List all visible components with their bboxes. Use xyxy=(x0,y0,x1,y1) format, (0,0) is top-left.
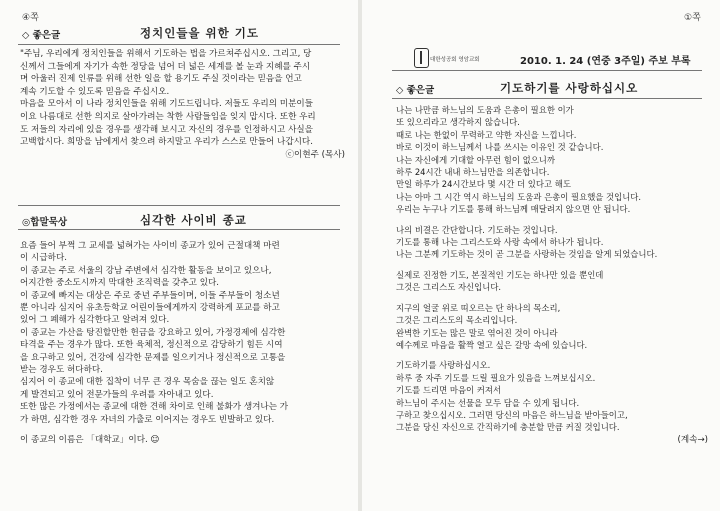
section-title: 심각한 사이비 종교 xyxy=(140,213,247,227)
text-line: 하느님이 주시는 선물을 모두 담을 수 있게 됩니다. xyxy=(396,397,580,408)
page-number: ①쪽 xyxy=(684,13,701,23)
text-line: 기도를 통해 나는 그리스도와 사랑 속에서 하나가 됩니다. xyxy=(396,237,604,248)
section-tag: ◇ 좋은글 xyxy=(396,85,435,96)
section-tag: ◇ 좋은글 xyxy=(22,30,61,41)
text-line: 하루 24시간 내내 하느님만을 의존합니다. xyxy=(396,167,550,178)
left-page xyxy=(0,0,359,511)
text-line: 도 저들의 자리에 있을 경우를 생각해 보시고 자신의 경우를 인정하시고 사실을 xyxy=(20,124,313,135)
text-line: 기도하기를 사랑하십시오. xyxy=(396,360,491,371)
text-line: 기도를 드리면 마음이 커져서 xyxy=(396,385,502,396)
text-line: 이 종교는 주로 서울의 강남 주변에서 심각한 활동을 보이고 있으나, xyxy=(20,265,272,276)
text-line: 나는 그분께 기도하는 것이 곧 그분을 사랑하는 것임을 알게 되었습니다. xyxy=(396,249,658,260)
paragraph-gap xyxy=(20,426,345,434)
divider xyxy=(18,44,340,45)
text-line: 예수께로 마음을 활짝 열고 싶은 갈망 속에 있습니다. xyxy=(396,339,588,350)
paragraph-gap xyxy=(396,216,708,224)
text-line: 계속 기도할 수 있도록 믿음을 주십시오. xyxy=(20,86,170,97)
text-line: "주님, 우리에게 정치인들을 위해서 기도하는 법을 가르쳐주십시오. 그리고, 당 xyxy=(20,49,312,59)
section-tag: ◎합말묵상 xyxy=(22,217,67,228)
text-line: 뿐 아니라 심지어 유초등학교 어린이들에게까지 강력하게 포교를 하고 xyxy=(20,303,280,314)
author-signature: (계속→) xyxy=(677,434,708,445)
paragraph-gap xyxy=(396,294,708,302)
text-line: 을 요구하고 있어, 건강에 심각한 문제를 일으키거나 정신적으로 고통을 xyxy=(20,352,286,363)
text-line: 게 발견되고 있어 전문가들의 우려를 자아내고 있다. xyxy=(20,389,214,400)
text-line: 이 종교의 이름은 「대학교」이다. ☺ xyxy=(20,435,160,446)
text-line: 우리는 누구나 기도를 통해 하느님께 매달려지 않으면 안 됩니다. xyxy=(396,204,631,215)
text-line: 구하고 찾으십시오. 그러면 당신의 마음은 하느님을 받아들이고, xyxy=(396,409,628,420)
text-line: 완벽한 기도는 많은 말로 엮어진 것이 아니라 xyxy=(396,327,558,338)
divider xyxy=(392,70,702,71)
text-line: 며 아울러 진제 인류를 위해 선한 일을 할 용기도 주실 것이라는 믿음을 언고 xyxy=(20,74,302,85)
divider xyxy=(18,229,340,230)
church-logo-icon xyxy=(414,48,429,68)
text-line: 이요 나름대로 선한 의지로 살아가려는 착한 사람들임을 잊지 맙시다. 또한 우리 xyxy=(20,111,316,122)
text-line: 지구의 얼굴 위로 띠오르는 단 하나의 목소리, xyxy=(396,302,561,313)
text-line: 이 시급하다. xyxy=(20,253,67,264)
paragraph-gap xyxy=(396,261,708,269)
poem-text xyxy=(396,104,708,446)
church-name: 대한성공회 영암교회 xyxy=(430,57,480,63)
text-line: 받는 경우도 허다하다. xyxy=(20,365,103,376)
prayer-text xyxy=(20,48,345,161)
text-line: 또 있으리라고 생각하지 않습니다. xyxy=(396,117,520,128)
bulletin-header: 2010. 1. 24 (연중 3주일) 주보 부록 xyxy=(520,56,691,67)
text-line: 실제로 진정한 기도, 본질적인 기도는 하나만 있을 뿐인데 xyxy=(396,269,604,280)
divider xyxy=(392,98,702,99)
text-line: 그것은 그리스도의 목소리입니다. xyxy=(396,315,518,326)
text-line: 만일 하루가 24시간보다 몇 시간 더 있다고 해도 xyxy=(396,179,571,190)
text-line: 나는 아마 그 시간 역시 하느님의 도움과 은총이 필요했을 것입니다. xyxy=(396,191,642,202)
text-line: 이 종교에 빠지는 대상은 주로 중년 주부들이며, 이들 주부들이 청소년 xyxy=(20,290,280,301)
text-line: 또한 많은 가정에서는 종교에 대한 견해 차이로 인해 불화가 생겨나는 가 xyxy=(20,402,289,413)
text-line: 타격을 주는 경우가 많다. 또한 육체적, 정신적으로 감당하기 힘든 시여 xyxy=(20,340,283,351)
text-line: 나는 자신에게 기대할 아무런 힘이 없으니까 xyxy=(396,154,555,165)
page-title: 기도하기를 사랑하십시오 xyxy=(500,81,639,95)
author-signature: ⓒ이현주 (목사) xyxy=(285,149,345,160)
text-line: 신께서 그들에게 자기가 속한 정당을 넘어 더 넓은 세계를 볼 눈과 지혜를 주시 xyxy=(20,61,311,72)
article-text xyxy=(20,240,345,447)
text-line: 나는 나만큼 하느님의 도움과 은총이 필요한 이가 xyxy=(396,105,574,115)
text-line: 때로 나는 한없이 무력하고 약한 자신을 느낍니다. xyxy=(396,129,577,140)
text-line: 그것은 그리스도 자신입니다. xyxy=(396,282,502,293)
text-line: 어지간한 중소도시까지 막대한 조직력을 갖추고 있다. xyxy=(20,278,220,289)
text-line: 가 하면, 심각한 경우 자녀의 가출로 이어지는 경우도 빈발하고 있다. xyxy=(20,414,275,425)
text-line: 나의 비결은 간단합니다. 기도하는 것입니다. xyxy=(396,224,558,235)
paragraph-gap xyxy=(396,351,708,359)
text-line: 마음을 모아서 이 나라 정치인들을 위해 기도드립니다. 저들도 우리의 미분이들 xyxy=(20,99,313,110)
page-number: ④쪽 xyxy=(22,13,39,23)
text-line: 심지어 이 종교에 대한 집착이 너무 큰 경우 목숨을 끊는 일도 혼치않 xyxy=(20,377,275,388)
text-line: 고백합시다. 희망을 남에게서 찾으려 하지말고 우리가 스스로 만들어 나갑시다. xyxy=(20,137,313,148)
text-line: 바로 이것이 하느님께서 나를 쓰시는 이유인 것 같습니다. xyxy=(396,142,604,153)
text-line: 요즘 들어 부쩍 그 교세를 넓혀가는 사이비 종교가 있어 근절대책 마련 xyxy=(20,241,280,251)
text-line: 있어 그 폐해가 심각한다고 알려져 있다. xyxy=(20,315,170,326)
text-line: 하루 중 자주 기도를 드릴 필요가 있음을 느껴보십시오. xyxy=(396,372,596,383)
divider xyxy=(18,205,340,206)
text-line: 그분을 당신 자신으로 간직하기에 충분할 만큼 커질 것입니다. xyxy=(396,422,620,433)
page-title: 정치인들을 위한 기도 xyxy=(140,26,259,40)
text-line: 이 종교는 가산을 탕진할만한 헌금을 강요하고 있어, 가정경제에 심각한 xyxy=(20,327,286,338)
